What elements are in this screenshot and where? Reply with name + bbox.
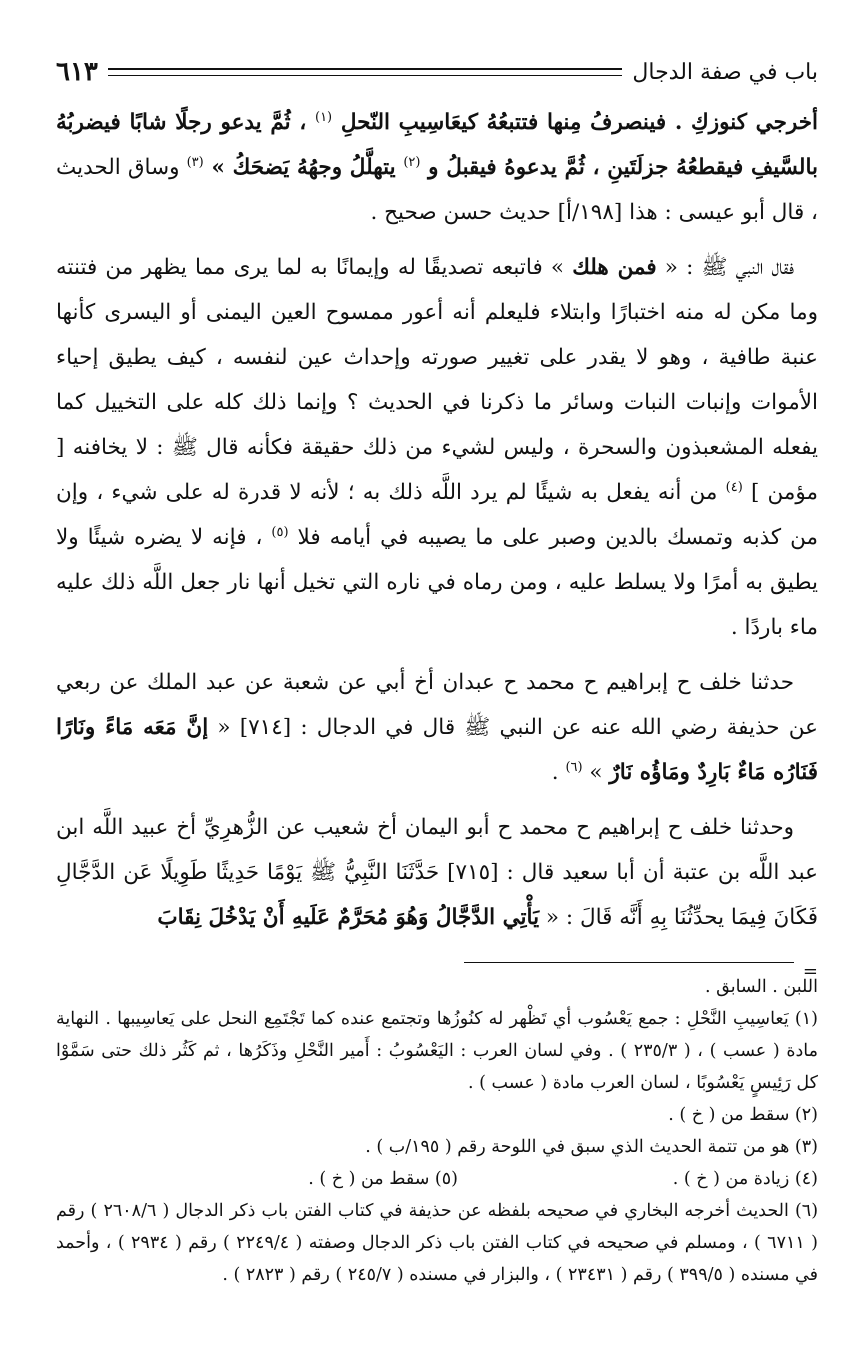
main-text bbox=[56, 100, 818, 940]
page-number: ٦١٣ bbox=[56, 57, 98, 87]
footnotes bbox=[56, 971, 818, 1291]
footnote-continuation: اللبن . السابق . bbox=[704, 977, 818, 997]
isnad-text: » bbox=[582, 760, 610, 785]
continuation-mark: = bbox=[802, 961, 818, 982]
footnote-ref-3: (٣) bbox=[186, 154, 204, 170]
commentary-text: » فاتبعه تصديقًا له وإيمانًا به لما يرى مما يظهر من فتنته وما مكن له منه اختبارًا وابتلاء فليعلم أنه أعور ممسوح العين اليمنى أو اليسرى كأنها عنبة طافية ، وهو لا يقدر على تغيير صورته وإحداث عين لنفسه ، كيف يطيق إحياء الأموات وإنبات النبات وسائر ما ذكرنا في الحديث ؟ وإنما ذلك كله على التخييل كما يفعله المشعبذون والسحرة ، وليس لشيء من ذلك حقيقة فكأنه قال ﷺ : لا يخافنه [ مؤمن ] bbox=[56, 255, 819, 505]
paragraph-3 bbox=[56, 660, 818, 795]
footnote-6: (٦) الحديث أخرجه البخاري في صحيحه بلفظه عن حذيفة في كتاب الفتن باب ذكر الدجال ( ٢٦٠٨/٦ ) رقم ( ٦٧١١ ) ، ومسلم في صحيحه في كتاب الفتن باب ذكر الدجال وصفته ( ٢٢٤٩/٤ ) رقم ( ٢٩٣٤ ) ، وأحمد في مسنده ( ٣٩٩/٥ ) رقم ( ٢٣٤٣١ ) ، والبزار في مسنده ( ٢٤٥/٧ ) رقم ( ٢٨٢٣ ) . bbox=[56, 1201, 819, 1285]
hadith-text: يَأْتِي الدَّجَّالُ وَهُوَ مُحَرَّمٌ عَلَيهِ أَنْ يَدْخُلَ نِقَابَ bbox=[157, 905, 540, 930]
footnote-ref-4: (٤) bbox=[725, 479, 743, 495]
footnote-5: (٥) سقط من ( خ ) . bbox=[308, 1169, 458, 1189]
footnote-4: (٤) زيادة من ( خ ) . bbox=[672, 1169, 818, 1189]
hadith-text: أخرجي كنوزكِ . فينصرفُ مِنها فتتبعُهُ كيعَاسِيبِ النّحلِ bbox=[332, 110, 818, 135]
page-header bbox=[56, 52, 818, 92]
footnote-row bbox=[56, 1163, 818, 1195]
paragraph-2 bbox=[56, 245, 818, 650]
isnad-text: وحدثنا خلف ح إبراهيم ح محمد ح أبو اليمان أخ شعيب عن الزُّهرِيِّ أخ عبيد اللَّه ابن عبد اللَّه بن عتبة أن أبا سعيد قال : [٧١٥] حَدَّثَنَا النَّبِيُّ ﷺ يَوْمًا حَدِيثًا طَوِيلًا عَن الدَّجَّالِ فَكَانَ فِيمَا يحدِّثُنَا بِهِ أَنَّه قَالَ : « bbox=[56, 815, 818, 930]
isnad-text: حدثنا خلف ح إبراهيم ح محمد ح عبدان أخ أبي عن شعبة عن عبد الملك عن ربعي عن حذيفة رضي الله عنه عن النبي ﷺ قال في الدجال : [٧١٤] « bbox=[56, 670, 818, 740]
footnote-ref-5: (٥) bbox=[271, 524, 289, 540]
running-title: باب في صفة الدجال bbox=[632, 59, 818, 85]
footnote-3: (٣) هو من تتمة الحديث الذي سبق في اللوحة رقم ( ١٩٥/ب ) . bbox=[365, 1137, 818, 1157]
footnote-ref-6: (٦) bbox=[565, 759, 583, 775]
footnote-1: (١) يَعاسِيبِ النَّحْلِ : جمع يَعْسُوب أي تَظْهر له كنُوزُها وتجتمع عنده كما تَجْتَمِع النحل على يَعاسِيبها . النهاية مادة ( عسب ) ، ( ٢٣٥/٣ ) . وفي لسان العرب : اليَعْسُوبُ : أَمير النَّحْلِ وذَكَرُها ، ثم كَثُر ذلك حتى سَمَّوْا كل رَئِيسٍ يَعْسُوبًا ، لسان العرب مادة ( عسب ) . bbox=[56, 1009, 818, 1093]
commentary-text: فقال النبي ﷺ : « bbox=[656, 255, 794, 280]
footnote-ref-2: (٢) bbox=[403, 154, 421, 170]
commentary-text: ، فإنه لا يضره شيئًا ولا يطيق به أمرًا ولا يسلط عليه ، ومن رماه في ناره التي تخيل أنها نار جعل اللَّه ذلك عليه ماء باردًا . bbox=[56, 525, 818, 640]
footnote-ref-1: (١) bbox=[314, 109, 333, 125]
hadith-text: إنَّ مَعَه مَاءً ونَارًا فَنَارُه مَاءٌ بَارِدٌ ومَاؤُه نَارٌ bbox=[56, 715, 818, 785]
quoted-phrase: فمن هلك bbox=[572, 255, 657, 280]
paragraph-4 bbox=[56, 805, 818, 940]
paragraph-1 bbox=[56, 100, 818, 235]
commentary-text: وساق الحديث ، قال أبو عيسى : هذا [١٩٨/أ] حديث حسن صحيح . bbox=[56, 155, 818, 225]
header-rule bbox=[108, 68, 622, 76]
isnad-text: . bbox=[551, 760, 566, 785]
footnote-2: (٢) سقط من ( خ ) . bbox=[668, 1105, 818, 1125]
hadith-text: يتهلَّلُ وجهُهُ يَضحَكُ » bbox=[203, 155, 404, 180]
footnote-separator bbox=[464, 961, 818, 982]
hadith-text: ، ثُمَّ يدعو رجلًا شابًا فيضربُهُ بالسَّيفِ فيقطعُهُ جزلَتَينِ ، ثُمَّ يدعوهُ فيقبلُ و bbox=[56, 110, 818, 180]
commentary-text: من أنه يفعل به شيئًا لم يرد اللَّه ذلك به ؛ لأنه لا قدرة له على شيء ، وإن من كذبه وتمسك بالدين وصبر على ما يصيبه في أيامه فلا bbox=[56, 480, 818, 550]
